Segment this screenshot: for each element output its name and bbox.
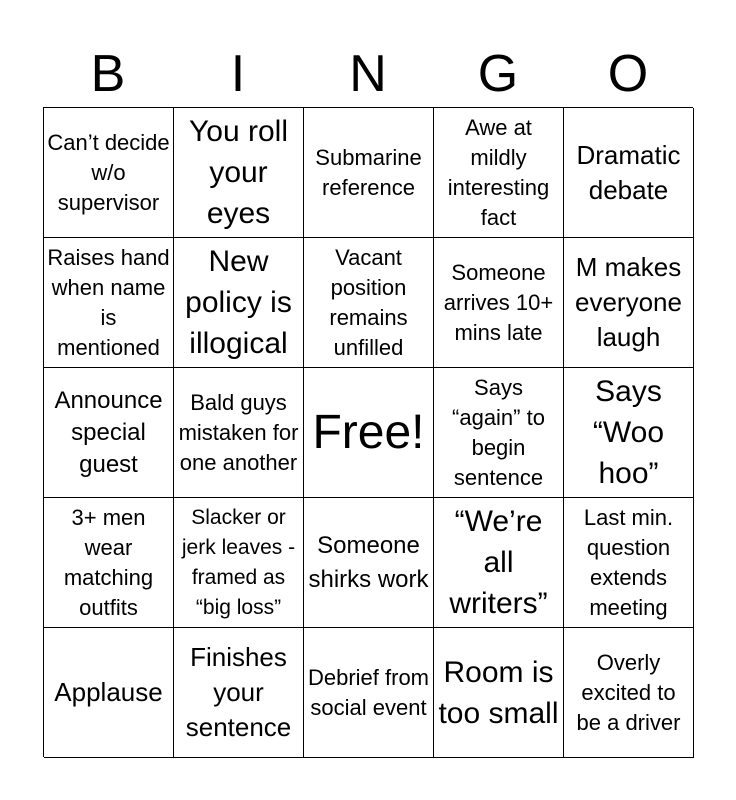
header-letter-n: N <box>349 45 387 103</box>
bingo-cell-text: Last min. question extends meeting <box>583 504 674 620</box>
bingo-cell-r4-c5[interactable] <box>564 498 694 628</box>
bingo-cell-text: M makes everyone laugh <box>575 252 682 352</box>
bingo-cell-text: Says “Woo hoo” <box>592 375 665 490</box>
bingo-cell-r1-c5[interactable] <box>564 108 694 238</box>
bingo-cell-text: Debrief from social event <box>307 664 430 720</box>
bingo-cell-r4-c2[interactable] <box>174 498 304 628</box>
bingo-cell-text: Slacker or jerk leaves -framed as “big loss” <box>181 505 296 619</box>
bingo-cell-r5-c5[interactable] <box>564 628 694 758</box>
bingo-cell-text: “We’re all writers” <box>449 505 548 620</box>
bingo-cell-r1-c1[interactable] <box>44 108 174 238</box>
bingo-cell-r3-c4[interactable] <box>434 368 564 498</box>
bingo-cell-r2-c3[interactable] <box>304 238 434 368</box>
bingo-cell-text: Applause <box>54 677 163 707</box>
bingo-cell-r2-c2[interactable] <box>174 238 304 368</box>
bingo-cell-r4-c3[interactable] <box>304 498 434 628</box>
bingo-cell-text: Overly excited to be a driver <box>576 649 681 735</box>
header-letter-b: B <box>90 45 126 103</box>
header-letter-i: I <box>230 45 246 103</box>
bingo-header <box>43 40 693 108</box>
bingo-cell-text: Vacant position remains unfilled <box>329 244 408 360</box>
header-letter-o: O <box>607 45 649 103</box>
bingo-cell-text: Someone shirks work <box>308 531 429 593</box>
bingo-cell-r3-c1[interactable] <box>44 368 174 498</box>
header-letter-g: G <box>477 45 519 103</box>
bingo-cell-r4-c4[interactable] <box>434 498 564 628</box>
bingo-cell-text: You roll your eyes <box>189 115 288 230</box>
bingo-cell-r1-c4[interactable] <box>434 108 564 238</box>
bingo-cell-text: New policy is illogical <box>185 245 292 360</box>
bingo-cell-r1-c2[interactable] <box>174 108 304 238</box>
bingo-cell-r3-c2[interactable] <box>174 368 304 498</box>
bingo-cell-text: Awe at mildly interesting fact <box>447 114 550 230</box>
bingo-cell-r5-c4[interactable] <box>434 628 564 758</box>
free-space-text: Free! <box>312 405 425 459</box>
bingo-cell-r5-c3[interactable] <box>304 628 434 758</box>
bingo-cell-r5-c1[interactable] <box>44 628 174 758</box>
bingo-board <box>43 107 693 757</box>
bingo-cell-text: Submarine reference <box>315 144 422 200</box>
bingo-cell-text: Bald guys mistaken for one another <box>178 389 299 475</box>
bingo-cell-text: Dramatic debate <box>576 139 681 205</box>
bingo-cell-text: 3+ men wear matching outfits <box>63 504 154 620</box>
bingo-cell-text: Can’t decide w/o supervisor <box>47 129 170 215</box>
bingo-cell-text: Raises hand when name is mentioned <box>47 244 170 360</box>
bingo-cell-r2-c4[interactable] <box>434 238 564 368</box>
bingo-cell-text: Room is too small <box>438 655 559 730</box>
bingo-cell-r5-c2[interactable] <box>174 628 304 758</box>
bingo-cell-r4-c1[interactable] <box>44 498 174 628</box>
bingo-cell-r2-c1[interactable] <box>44 238 174 368</box>
bingo-cell-text: Announce special guest <box>54 386 163 478</box>
bingo-cell-r2-c5[interactable] <box>564 238 694 368</box>
bingo-cell-r3-c5[interactable] <box>564 368 694 498</box>
bingo-cell-text: Finishes your sentence <box>185 642 292 742</box>
bingo-cell-free[interactable] <box>304 368 434 498</box>
bingo-cell-text: Someone arrives 10+ mins late <box>443 259 554 345</box>
bingo-cell-text: Says “again” to begin sentence <box>452 374 545 490</box>
bingo-cell-r1-c3[interactable] <box>304 108 434 238</box>
